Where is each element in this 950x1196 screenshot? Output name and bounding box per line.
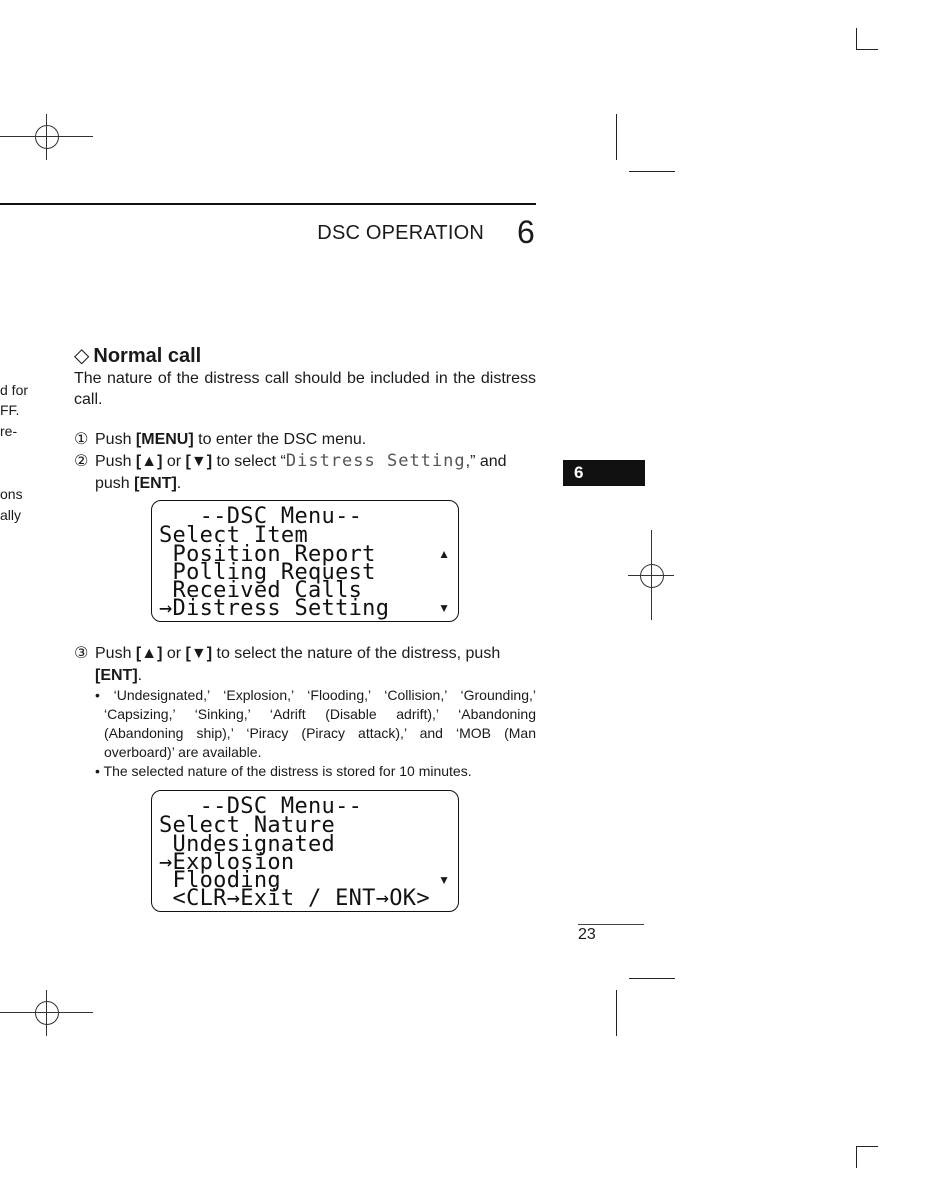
intro-paragraph: The nature of the distress call should be included in the distress call.: [74, 370, 536, 408]
scroll-up-icon: ▲: [438, 547, 450, 561]
ent-key: [ENT]: [134, 474, 177, 492]
trim-mark-h1: [629, 171, 675, 172]
lcd-row: Polling Request: [159, 560, 376, 585]
lcd-row: Undesignated: [159, 832, 336, 857]
note-item: • The selected nature of the distress is stored for 10 minutes.: [95, 763, 472, 779]
page-number: 23: [578, 926, 596, 943]
fragment-line: ons: [0, 486, 23, 502]
lcd-inline-text: Distress Setting: [285, 451, 466, 471]
step-1: ① Push [MENU] to enter the DSC menu.: [74, 431, 367, 448]
lcd-row: →Distress Setting: [159, 596, 390, 621]
crop-mark-top-right-v: [856, 28, 857, 50]
fragment-line: d for: [0, 382, 29, 398]
notes-list: [95, 686, 536, 781]
lcd-row: →Explosion: [159, 850, 295, 875]
crop-mark-top-right-h: [856, 49, 878, 50]
scroll-down-icon: ▼: [438, 873, 450, 887]
down-key: [▼]: [185, 453, 213, 470]
step-3: ③ Push [▲] or [▼] to select the nature of the distress, push [ENT].: [74, 645, 501, 684]
header-rule: [0, 203, 536, 205]
chapter-number: 6: [517, 214, 535, 250]
crop-mark-bottom-right-h: [856, 1146, 878, 1147]
note-item: • ‘Undesignated,’ ‘Explosion,’ ‘Flooding,’ ‘Collision,’ ‘Grounding,’ ‘Capsizing,’ ‘Sinking,’ ‘Adrift (Disable adrift),’ ‘Abandoning (Abandoning ship),’ ‘Piracy (Piracy attack),’ and ‘MOB (Man overboard)’ are available.: [95, 687, 536, 760]
trim-mark-v2: [616, 990, 617, 1036]
crop-mark-bottom-right-v: [856, 1146, 857, 1168]
lcd-row: Select Nature: [159, 813, 336, 838]
lcd-row: <CLR→Exit / ENT→OK>: [159, 886, 430, 911]
lcd-screen-dsc-menu: [151, 500, 459, 622]
section-heading: [74, 343, 201, 368]
page-number-rule: [578, 924, 644, 925]
trim-mark-h2: [629, 978, 675, 979]
ent-key: [ENT]: [95, 666, 138, 684]
lcd-row: Position Report: [159, 542, 376, 567]
up-key: [▲]: [135, 645, 163, 662]
diamond-icon: ◇: [74, 345, 90, 367]
lcd-row: Flooding: [159, 868, 281, 893]
fragment-line: ally: [0, 507, 22, 523]
lcd-row: --DSC Menu--: [159, 504, 363, 529]
down-key: [▼]: [185, 645, 213, 662]
lcd-row: --DSC Menu--: [159, 794, 363, 819]
chapter-title: DSC OPERATION: [317, 222, 484, 244]
scroll-down-icon: ▼: [438, 601, 450, 615]
lcd-row: Received Calls: [159, 578, 363, 603]
fragment-line: FF.: [0, 402, 20, 418]
trim-mark-v1: [616, 114, 617, 160]
menu-key: [MENU]: [135, 431, 194, 448]
step-2: ② Push [▲] or [▼] to select “Distress Setting,” and push [ENT].: [74, 451, 507, 492]
up-key: [▲]: [135, 453, 163, 470]
lcd-screen-select-nature: [151, 790, 459, 912]
lcd-row: Select Item: [159, 523, 308, 548]
section-heading-text: Normal call: [93, 345, 202, 367]
fragment-line: re-: [0, 423, 18, 439]
chapter-tab: 6: [563, 460, 645, 486]
